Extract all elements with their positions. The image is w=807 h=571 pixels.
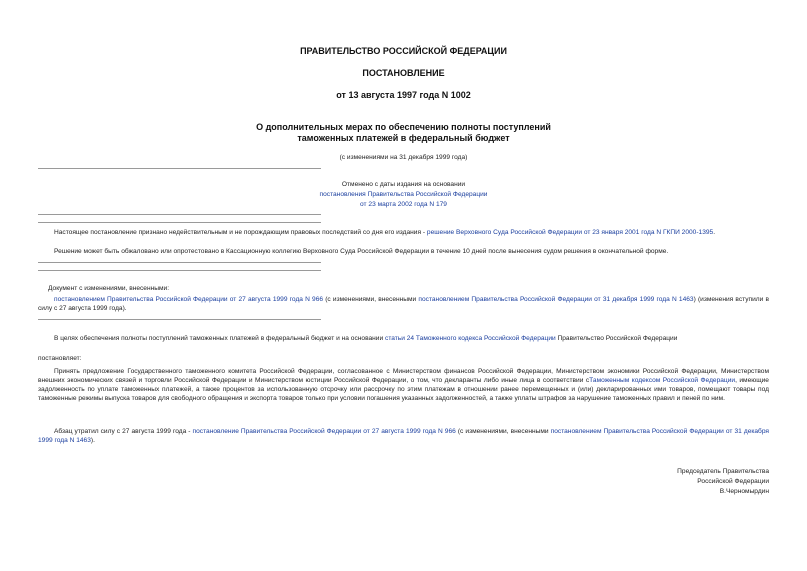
separator-rule [38, 214, 321, 215]
separator-rule [38, 319, 321, 320]
repealed-text-end: ). [90, 437, 95, 444]
government-heading: ПРАВИТЕЛЬСТВО РОССИЙСКОЙ ФЕДЕРАЦИИ [300, 46, 507, 56]
customs-code-link[interactable]: Таможенным кодексом Российской Федерации [589, 377, 736, 384]
changes-paragraph [38, 295, 769, 313]
provision-text-end: , имеющие задолженность по уплате таможенных платежей, а также процентов за использованную отсрочку или рассрочку по этим платежам в отношении ранее перемещенных и (или) декларированных ими товаров, помещают товары под таможенные режимы выпуска товаров для свободного обращения и экспорта товаров только при условии погашения указанных задолженностей, а также уплаты штрафов за нарушение таможенных правил и пеней по ним. [38, 377, 769, 402]
amendment-966-link[interactable]: постановлением Правительства Российской Федерации от 27 августа 1999 года N 966 [54, 296, 324, 303]
document-title-line1: О дополнительных мерах по обеспечению полноты поступлений [256, 122, 551, 132]
cancel-link-date[interactable] [0, 200, 807, 209]
provision-text: Принять предложение Государственного таможенного комитета Российской Федерации, согласованное с Министерством финансов Российской Федерации, Министерством экономики Российской Федерации, Министерством внешних экономических связей и торговли Российской Федерации и Министерством юстиции Российской Федерации, о том, что декларанты либо иные лица в соответствии с [38, 368, 769, 384]
signature-country: Российской Федерации [697, 478, 769, 485]
separator-rule [38, 222, 321, 223]
repeal-966-link[interactable]: постановление Правительства Российской Федерации от 27 августа 1999 года N 966 [192, 428, 456, 435]
cancel-note: Отменено с даты издания на основании [341, 181, 466, 188]
cancel-link-line1[interactable]: постановления Правительства Российской Федерации [319, 191, 488, 198]
changes-text: (с изменениями, внесенными [323, 296, 419, 303]
repealed-text: Абзац утратил силу с 27 августа 1999 года - [54, 428, 193, 435]
customs-code-article-link[interactable]: статьи 24 Таможенного кодекса Российской Федерации [385, 335, 556, 342]
preamble-text-end: Правительство Российской Федерации [555, 335, 678, 342]
signature-block [677, 467, 769, 497]
document-title-line2: таможенных платежей в федеральный бюджет [297, 133, 510, 143]
court-decision-paragraph [38, 228, 769, 237]
changes-text-end: ) (изменения вступили в силу с 27 августа 1999 года). [38, 296, 769, 312]
amendment-1463-link[interactable]: постановлением Правительства Российской Федерации от 31 декабря 1999 года N 1463 [418, 296, 694, 303]
repealed-text-mid: (с изменениями, внесенными [455, 428, 551, 435]
court-text: Настоящее постановление признано недействительным и не порождающим правовых последствий со дня его издания - [54, 229, 427, 236]
appeal-paragraph: Решение может быть обжаловано или опротестовано в Кассационную коллегию Верховного Суда Российской Федерации в течение 10 дней после вынесения судом решения в окончательной форме. [54, 248, 669, 255]
court-decision-link[interactable]: решение Верховного Суда Российской Федерации от 23 января 2001 года N ГКПИ 2000-1395 [426, 229, 714, 236]
cancel-link-line2[interactable]: от 23 марта 2002 года N 179 [360, 201, 447, 208]
resolves-label: постановляет: [38, 355, 82, 362]
cancel-link[interactable] [0, 190, 807, 199]
edition-note: (с изменениями на 31 декабря 1999 года) [339, 154, 468, 161]
document-date-number: от 13 августа 1997 года N 1002 [336, 90, 471, 100]
preamble-paragraph [38, 334, 769, 343]
repealed-paragraph [38, 427, 769, 445]
signature-position: Председатель Правительства [677, 468, 769, 475]
separator-rule [38, 262, 321, 263]
signature-name: В.Черномырдин [719, 488, 769, 495]
document-type: ПОСТАНОВЛЕНИЕ [362, 68, 445, 78]
preamble-text: В целях обеспечения полноты поступлений таможенных платежей в федеральный бюджет и на основании [54, 335, 386, 342]
main-provision-paragraph [38, 367, 769, 403]
changes-intro: Документ с изменениями, внесенными: [48, 285, 170, 292]
repeal-1463-link[interactable]: постановлением Правительства Российской Федерации от 31 декабря 1999 года N 1463 [38, 428, 769, 444]
separator-rule [38, 168, 321, 169]
court-text-end: . [713, 229, 716, 236]
separator-rule [38, 270, 321, 271]
